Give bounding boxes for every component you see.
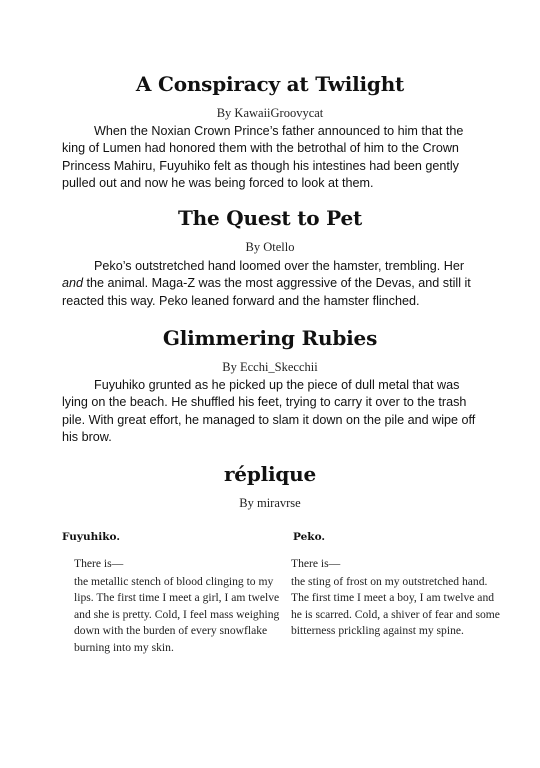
story-byline-rubies: By Ecchi_Skecchii [222, 360, 318, 374]
poem-column-right [291, 556, 501, 640]
summary-emphasis: and [62, 276, 84, 291]
summary-text-before: Peko’s outstretched hand loomed over the hamster, trembling. Her [94, 259, 465, 273]
poem-column-left [74, 556, 284, 656]
summary-text: When the Noxian Crown Prince’s father announced to him that the king of Lumen had honored them with the betrothal of him to the Crown Princess Mahiru, Fuyuhiko felt as though his intestines had been gently pulled out and now he was being forced to look at them. [62, 124, 464, 191]
poem-opener: There is— [74, 557, 124, 570]
story-byline-replique: By miravrse [239, 496, 301, 510]
story-title-replique: réplique [223, 462, 317, 486]
story-summary-conspiracy [62, 123, 482, 193]
story-summary-rubies [62, 377, 482, 447]
story-byline-conspiracy: By KawaiiGroovycat [216, 106, 324, 120]
poem-speaker-left: Fuyuhiko. [62, 531, 121, 543]
summary-text: Fuyuhiko grunted as he picked up the piece of dull metal that was lying on the beach. He shuffled his feet, trying to carry it over to the trash pile. With great effort, he managed to slam it down on the pile and wipe off his brow. [62, 378, 476, 445]
poem-speaker-right: Peko. [293, 531, 326, 543]
poem-text: the sting of frost on my outstretched hand. The first time I meet a boy, I am twelve and he is scarred. Cold, a shiver of fear and some bitterness prickling against my spine. [291, 574, 500, 637]
story-byline-quest: By Otello [245, 240, 295, 254]
summary-text-after: the animal. Maga-Z was the most aggressive of the Devas, and still it reacted this way. Peko leaned forward and the hamster flinched. [62, 276, 471, 308]
poem-text: the metallic stench of blood clinging to my lips. The first time I meet a girl, I am twelve and she is pretty. Cold, I feel mass weighing down with the burden of every snowflake burning into my skin. [74, 574, 280, 654]
story-title-quest: The Quest to Pet [177, 206, 363, 230]
poem-opener: There is— [291, 557, 341, 570]
story-summary-quest [62, 258, 482, 310]
story-title-rubies: Glimmering Rubies [162, 326, 378, 350]
story-title-conspiracy: A Conspiracy at Twilight [135, 72, 405, 96]
